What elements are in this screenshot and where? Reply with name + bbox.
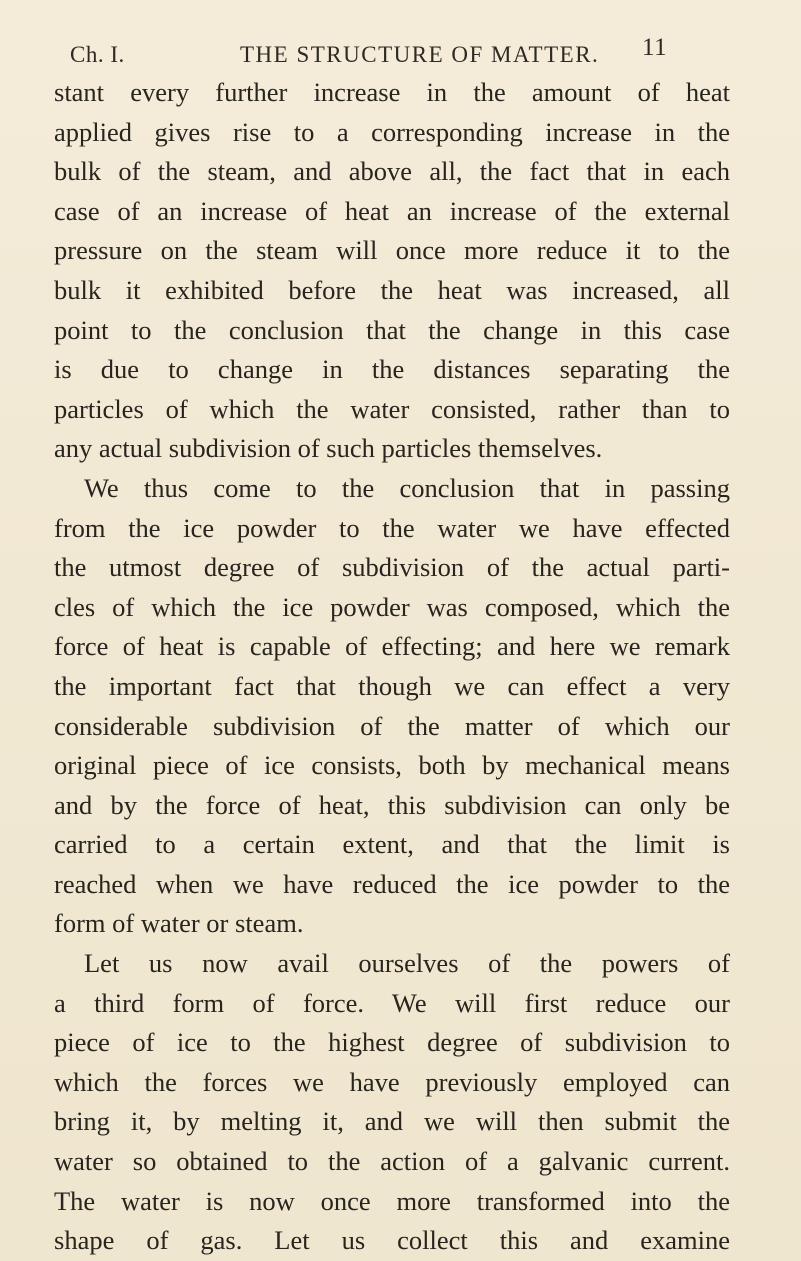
text-line: cles of which the ice powder was composed, which the [54, 591, 730, 622]
text-line: and by the force of heat, this subdivision can only be [54, 789, 730, 820]
text-line: The water is now once more transformed into the [54, 1185, 730, 1216]
running-head [70, 34, 730, 72]
text-line: reached when we have reduced the ice powder to the [54, 868, 730, 899]
text-line: bulk of the steam, and above all, the fact that in each [54, 156, 730, 187]
body-text [54, 73, 730, 1261]
text-line: from the ice powder to the water we have effected [54, 512, 730, 543]
text-line: carried to a certain extent, and that the limit is [54, 829, 730, 860]
text-line: the important fact that though we can effect a very [54, 670, 730, 701]
text-line: the utmost degree of subdivision of the actual parti- [54, 552, 730, 583]
text-line: bring it, by melting it, and we will then submit the [54, 1106, 730, 1137]
text-line: is due to change in the distances separating the [54, 354, 730, 385]
text-line: a third form of force. We will first reduce our [54, 987, 730, 1018]
running-title: THE STRUCTURE OF MATTER. [240, 42, 600, 67]
text-line: point to the conclusion that the change in this case [54, 314, 730, 345]
text-line: case of an increase of heat an increase of the external [54, 195, 730, 226]
text-line: Let us now avail ourselves of the powers of [84, 948, 730, 979]
text-line: shape of gas. Let us collect this and examine [54, 1225, 730, 1256]
text-line: force of heat is capable of effecting; and here we remark [54, 631, 730, 662]
text-line: stant every further increase in the amount of heat [54, 77, 730, 107]
text-line: which the forces we have previously employed can [54, 1066, 730, 1097]
text-line: any actual subdivision of such particles themselves. [54, 433, 603, 464]
text-line: considerable subdivision of the matter of which our [54, 710, 730, 741]
text-line: bulk it exhibited before the heat was increased, all [54, 274, 730, 305]
text-line: We thus come to the conclusion that in passing [84, 472, 730, 503]
text-line: water so obtained to the action of a galvanic current. [54, 1146, 730, 1177]
chapter-label: Ch. I. [70, 42, 125, 67]
page-number: 11 [642, 34, 668, 61]
text-line: original piece of ice consists, both by mechanical means [54, 750, 730, 781]
text-line: applied gives rise to a corresponding increase in the [54, 116, 730, 147]
text-line: particles of which the water consisted, rather than to [54, 393, 730, 424]
text-line: pressure on the steam will once more reduce it to the [54, 235, 730, 266]
text-line: form of water or steam. [54, 908, 304, 939]
text-line: piece of ice to the highest degree of subdivision to [54, 1027, 730, 1058]
